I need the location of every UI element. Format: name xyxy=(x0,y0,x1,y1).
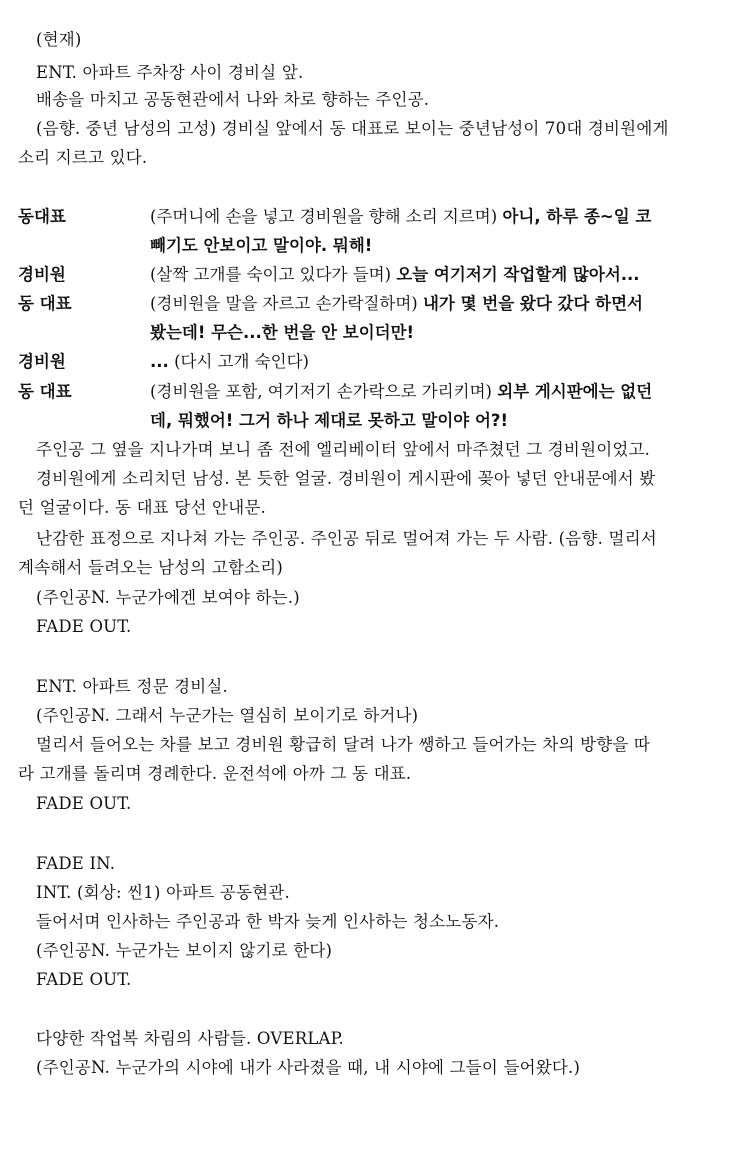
stage-direction: (주머니에 손을 넣고 경비원을 향해 소리 지르며) xyxy=(150,207,498,226)
scene-text: 경비원에게 소리치던 남성. 본 듯한 얼굴. 경비원이 게시판에 꽂아 넣던 안내문에서 봤 xyxy=(36,469,656,488)
dialogue-line xyxy=(150,379,730,405)
speaker-name: 경비원 xyxy=(18,352,66,371)
dialogue-line xyxy=(150,204,730,230)
speech-text: 내가 몇 번을 왔다 갔다 하면서 xyxy=(422,294,643,313)
narration: (주인공N. 누군가는 보이지 않기로 한다) xyxy=(36,941,333,960)
scene-text: 들어서며 인사하는 주인공과 한 박자 늦게 인사하는 청소노동자. xyxy=(36,912,500,931)
scene-text: 난감한 표정으로 지나쳐 가는 주인공. 주인공 뒤로 멀어져 가는 두 사람. (음향. 멀리서 xyxy=(36,529,657,548)
speech-text: 외부 게시판에는 없던 xyxy=(497,382,653,401)
dialogue-line xyxy=(150,408,730,434)
scene-text: 소리 지르고 있다. xyxy=(18,148,148,167)
speaker-name: 동 대표 xyxy=(18,382,72,401)
scene-text: 멀리서 들어오는 차를 보고 경비원 황급히 달려 나가 쌩하고 들어가는 차의 방향을 따 xyxy=(36,735,651,754)
scene-heading: ENT. 아파트 주차장 사이 경비실 앞. xyxy=(36,63,304,82)
scene-text: 배송을 마치고 공동현관에서 나와 차로 향하는 주인공. xyxy=(36,90,430,109)
narration: (주인공N. 누군가의 시야에 내가 사라졌을 때, 내 시야에 그들이 들어왔다.) xyxy=(36,1058,581,1077)
transition: FADE OUT. xyxy=(36,617,132,636)
speech-text: ... xyxy=(150,352,169,371)
dialogue-line xyxy=(150,349,730,375)
scene-text: 주인공 그 옆을 지나가며 보니 좀 전에 엘리베이터 앞에서 마주쳤던 그 경비원이었고. xyxy=(36,440,651,459)
scene-text: (현재) xyxy=(36,30,82,49)
speaker-name: 동대표 xyxy=(18,207,66,226)
scene-text: 라 고개를 돌리며 경례한다. 운전석에 아까 그 동 대표. xyxy=(18,764,412,783)
dialogue-line xyxy=(150,291,730,317)
dialogue-line xyxy=(150,320,730,346)
scene-heading: ENT. 아파트 정문 경비실. xyxy=(36,677,228,696)
speech-text: 봤는데! 무슨...한 번을 안 보이더만! xyxy=(150,323,415,342)
stage-direction: (살짝 고개를 숙이고 있다가 들며) xyxy=(150,265,392,284)
speech-text: 오늘 여기저기 작업할게 많아서... xyxy=(396,265,640,284)
scene-text: 던 얼굴이다. 동 대표 당선 안내문. xyxy=(18,498,266,517)
scene-heading: INT. (회상: 씬1) 아파트 공동현관. xyxy=(36,883,290,902)
stage-direction: (경비원을 포함, 여기저기 손가락으로 가리키며) xyxy=(150,382,492,401)
scene-text: 계속해서 들려오는 남성의 고함소리) xyxy=(18,558,284,577)
narration: (주인공N. 그래서 누군가는 열심히 보이기로 하거나) xyxy=(36,706,419,725)
speaker-name: 동 대표 xyxy=(18,294,72,313)
speaker-name: 경비원 xyxy=(18,265,66,284)
scene-text: (음향. 중년 남성의 고성) 경비실 앞에서 동 대표로 보이는 중년남성이 70대 경비원에게 xyxy=(36,119,669,138)
speech-text: 아니, 하루 종~일 코 xyxy=(502,207,652,226)
scene-text: 다양한 작업복 차림의 사람들. OVERLAP. xyxy=(36,1029,344,1048)
dialogue-line xyxy=(150,233,730,259)
speech-text: 빼기도 안보이고 말이야. 뭐해! xyxy=(150,236,373,255)
speech-text: 데, 뭐했어! 그거 하나 제대로 못하고 말이야 어?! xyxy=(150,411,509,430)
dialogue-line xyxy=(150,262,730,288)
transition: FADE IN. xyxy=(36,854,116,873)
narration: (주인공N. 누군가에겐 보여야 하는.) xyxy=(36,588,300,607)
stage-direction: (경비원을 말을 자르고 손가락질하며) xyxy=(150,294,418,313)
stage-direction: (다시 고개 숙인다) xyxy=(174,352,309,371)
transition: FADE OUT. xyxy=(36,794,132,813)
transition: FADE OUT. xyxy=(36,970,132,989)
